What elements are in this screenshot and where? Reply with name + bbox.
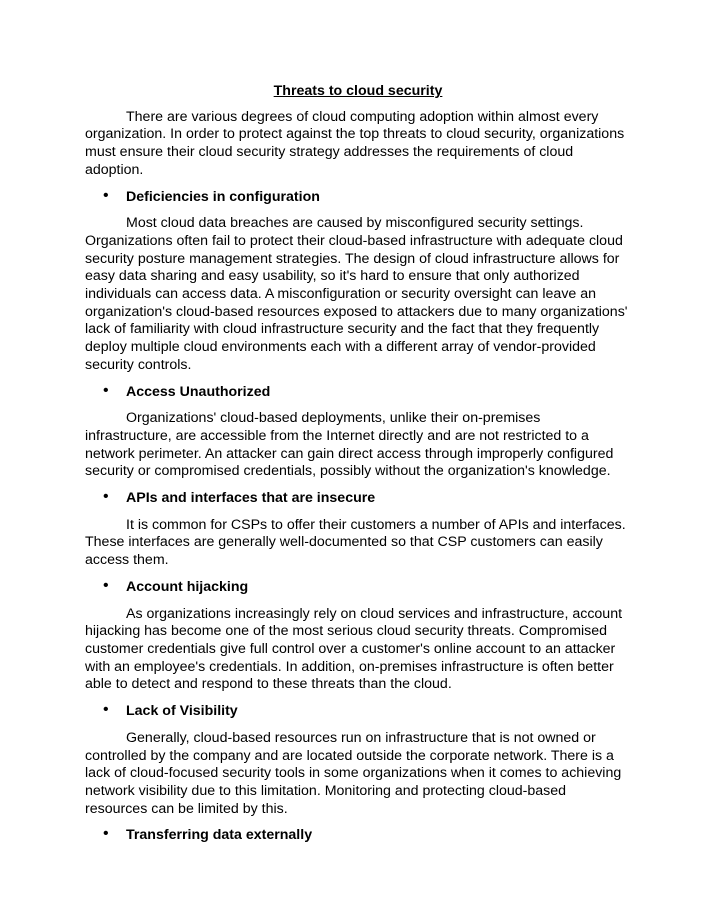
- intro-paragraph: There are various degrees of cloud computing adoption within almost every organization. In order to protect against the top threats to cloud security, organizations must ensure their cloud security strategy addresses the requirements of cloud adoption.: [85, 108, 625, 178]
- bullet-icon: •: [103, 381, 109, 399]
- section-heading-insecure-apis: [85, 490, 631, 508]
- bullet-icon: •: [103, 701, 109, 719]
- section-heading-external-data-transfer: [85, 827, 631, 845]
- section-heading-text: APIs and interfaces that are insecure: [126, 490, 376, 507]
- section-heading-configuration: [85, 186, 631, 207]
- bullet-icon: •: [103, 576, 109, 594]
- bullet-icon: •: [103, 825, 109, 843]
- section-body-insecure-apis: It is common for CSPs to offer their customers a number of APIs and interfaces. These interfaces are generally well-documented so that CSP customers can easily access them.: [85, 516, 626, 569]
- section-heading-text: Account hijacking: [126, 578, 249, 595]
- section-heading-text: Deficiencies in configuration: [126, 188, 320, 205]
- section-heading-text: Access Unauthorized: [126, 383, 271, 400]
- section-body-lack-of-visibility: Generally, cloud-based resources run on infrastructure that is not owned or controlled by the company and are located outside the corporate network. There is a lack of cloud-focused security tools in some organizations when it comes to achieving network visibility due to this limitation. Monitoring and protecting cloud-based resources can be limited by this.: [85, 729, 622, 817]
- section-heading-lack-of-visibility: [85, 703, 631, 721]
- section-heading-unauthorized-access: [85, 381, 631, 402]
- section-heading-text: Transferring data externally: [126, 827, 313, 844]
- document-title: Threats to cloud security: [273, 83, 443, 99]
- section-body-unauthorized-access: Organizations' cloud-based deployments, unlike their on-premises infrastructure, are accessible from the Internet directly and are not restricted to a network perimeter. An attacker can gain direct access through improperly configured security or compromised credentials, possibly without the organization's knowledge.: [85, 410, 614, 480]
- section-heading-account-hijacking: [85, 576, 631, 597]
- section-body-configuration: Most cloud data breaches are caused by misconfigured security settings. Organizations often fail to protect their cloud-based infrastructure with adequate cloud security posture management strategies. The design of cloud infrastructure allows for easy data sharing and easy usability, so it's hard to ensure that only authorized individuals can access data. A misconfiguration or security oversight can leave an organization's cloud-based resources exposed to attackers due to many organizations' lack of familiarity with cloud infrastructure security and the fact that they frequently deploy multiple cloud environments each with a different array of vendor-provided security controls.: [85, 215, 628, 373]
- document-page: [85, 83, 631, 854]
- bullet-icon: •: [103, 186, 109, 204]
- section-heading-text: Lack of Visibility: [126, 703, 238, 720]
- section-body-account-hijacking: As organizations increasingly rely on cloud services and infrastructure, account hijacking has become one of the most serious cloud security threats. Compromised customer credentials give full control over a customer's online account to an attacker with an employee's credentials. In addition, on-premises infrastructure is often better able to detect and respond to these threats than the cloud.: [85, 605, 623, 693]
- bullet-icon: •: [103, 488, 109, 506]
